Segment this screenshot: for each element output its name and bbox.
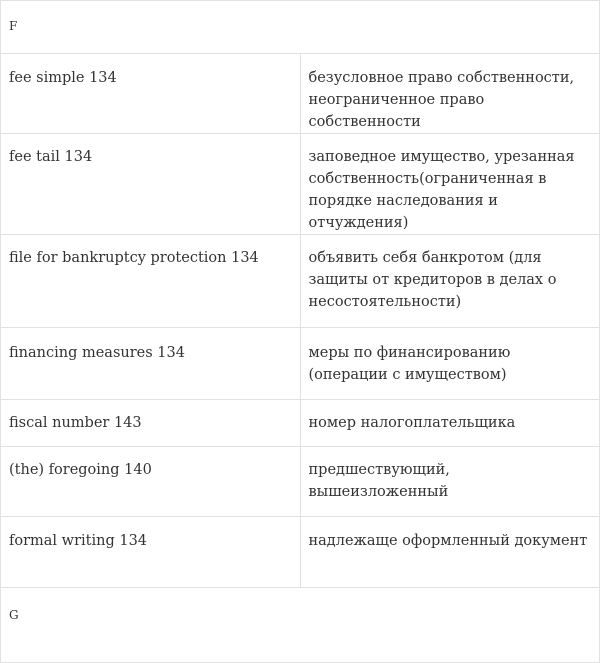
section-header-row [1,588,600,663]
table-row [1,134,600,235]
table-row [1,328,600,400]
definition-cell: заповедное имущество, урезанная собственность(ограниченная в порядке наследования и отчуждения) [300,134,600,235]
term-cell: (the) foregoing 140 [1,447,301,517]
term-cell: formal writing 134 [1,517,301,588]
term-cell: financing measures 134 [1,328,301,400]
section-header-row [1,1,600,54]
term-cell: fee simple 134 [1,54,301,134]
table-row [1,235,600,328]
definition-cell: надлежаще оформленный документ [300,517,600,588]
definition-cell: меры по финансированию (операции с имуществом) [300,328,600,400]
table-row [1,400,600,447]
section-letter: G [1,588,600,663]
term-cell: fiscal number 143 [1,400,301,447]
definition-cell: безусловное право собственности, неограниченное право собственности [300,54,600,134]
definition-cell: номер налогоплательщика [300,400,600,447]
definition-cell: объявить себя банкротом (для защиты от кредиторов в делах о несостоятельности) [300,235,600,328]
term-cell: fee tail 134 [1,134,301,235]
table-row [1,517,600,588]
definition-cell: предшествующий, вышеизложенный [300,447,600,517]
table-row [1,54,600,134]
term-cell: file for bankruptcy protection 134 [1,235,301,328]
section-letter: F [1,1,600,54]
table-row [1,447,600,517]
